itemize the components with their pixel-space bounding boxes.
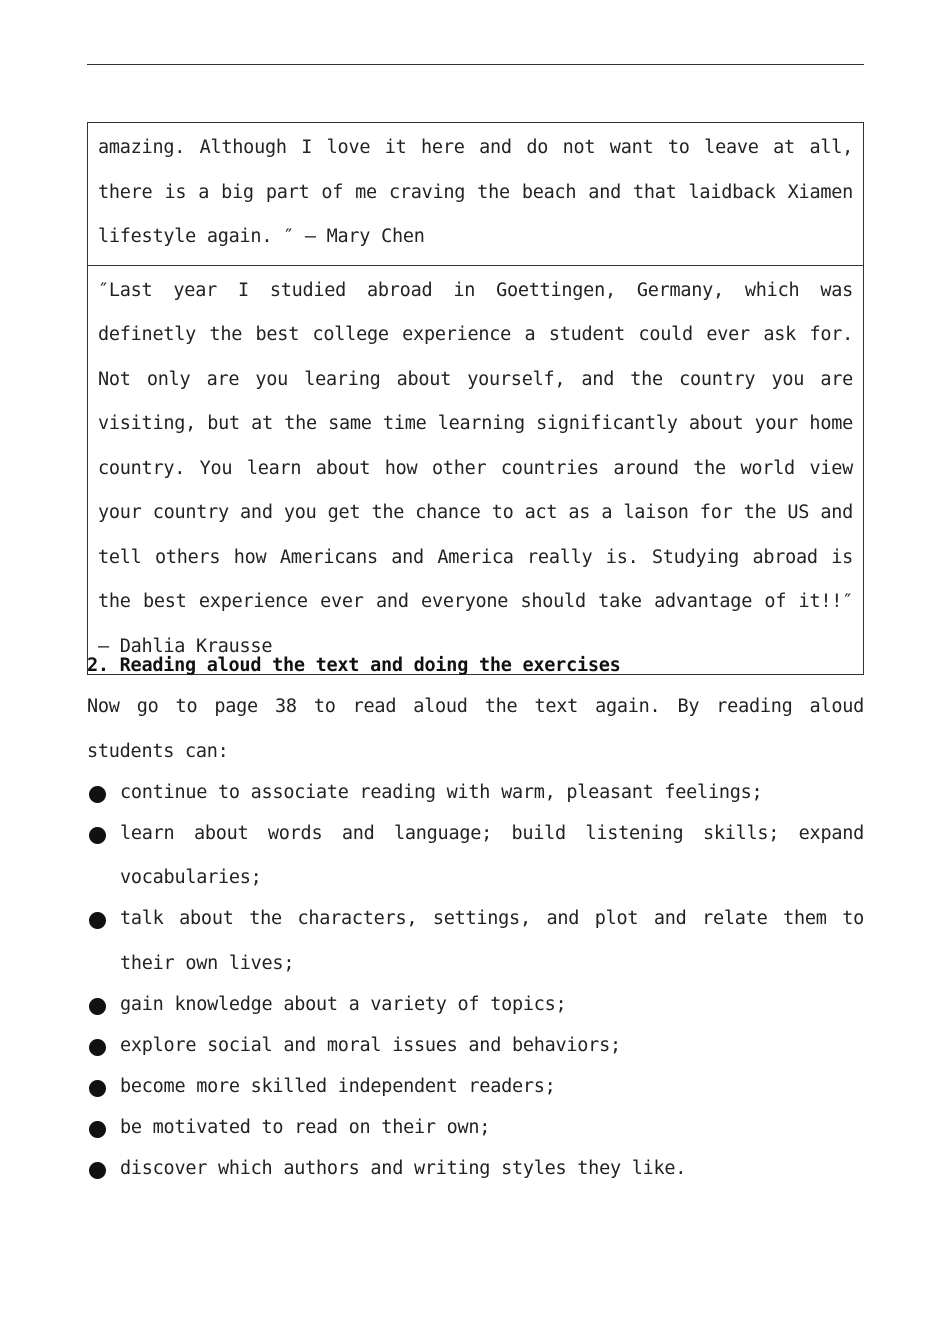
quote-cell-mary-chen: amazing. Although I love it here and do not want to leave at all, there is a big part of me craving the beach and that laidback Xiamen lifestyle again. ″ — Mary Chen <box>98 137 853 247</box>
list-item <box>87 771 864 816</box>
bullet-icon <box>89 786 106 803</box>
bullet-icon <box>89 827 106 844</box>
bullet-icon <box>89 1162 106 1179</box>
list-item <box>87 1106 864 1151</box>
benefits-list <box>87 771 864 1192</box>
intro-paragraph: Now go to page 38 to read aloud the text again. By reading aloud students can: <box>87 696 864 762</box>
list-item-text: gain knowledge about a variety of topics; <box>120 993 567 1015</box>
list-item <box>87 897 864 986</box>
bullet-icon <box>89 1121 106 1138</box>
bullet-icon <box>89 1080 106 1097</box>
list-item-text: become more skilled independent readers; <box>120 1075 556 1097</box>
list-item <box>87 812 864 901</box>
reading-aloud-section <box>87 649 864 1191</box>
bullet-icon <box>89 1039 106 1056</box>
list-item-text: learn about words and language; build listening skills; expand vocabularies; <box>120 822 864 888</box>
header-rule <box>87 64 864 65</box>
list-item-text: discover which authors and writing styles they like. <box>120 1157 687 1179</box>
bullet-icon <box>89 912 106 929</box>
list-item-text: talk about the characters, settings, and plot and relate them to their own lives; <box>120 908 864 974</box>
section-heading: 2. Reading aloud the text and doing the exercises <box>87 655 621 676</box>
list-item-text: continue to associate reading with warm, pleasant feelings; <box>120 781 763 803</box>
list-item <box>87 1065 864 1110</box>
list-item <box>87 983 864 1028</box>
quote-cell-dahlia-krausse: ″Last year I studied abroad in Goettingen, Germany, which was definetly the best college experience a student could ever ask for. Not only are you learing about yourself, and the country you are visiting, but at the same time learning significantly about your home country. You learn about how other countries around the world view your country and you get the chance to act as a laison for the US and tell others how Americans and America really is. Studying abroad is the best experience ever and everyone should take advantage of it!!″ — Dahlia Krausse <box>88 265 863 675</box>
list-item <box>87 1024 864 1069</box>
list-item <box>87 1147 864 1192</box>
list-item-text: explore social and moral issues and behaviors; <box>120 1034 621 1056</box>
list-item-text: be motivated to read on their own; <box>120 1116 491 1138</box>
bullet-icon <box>89 998 106 1015</box>
quote-table <box>87 122 864 675</box>
